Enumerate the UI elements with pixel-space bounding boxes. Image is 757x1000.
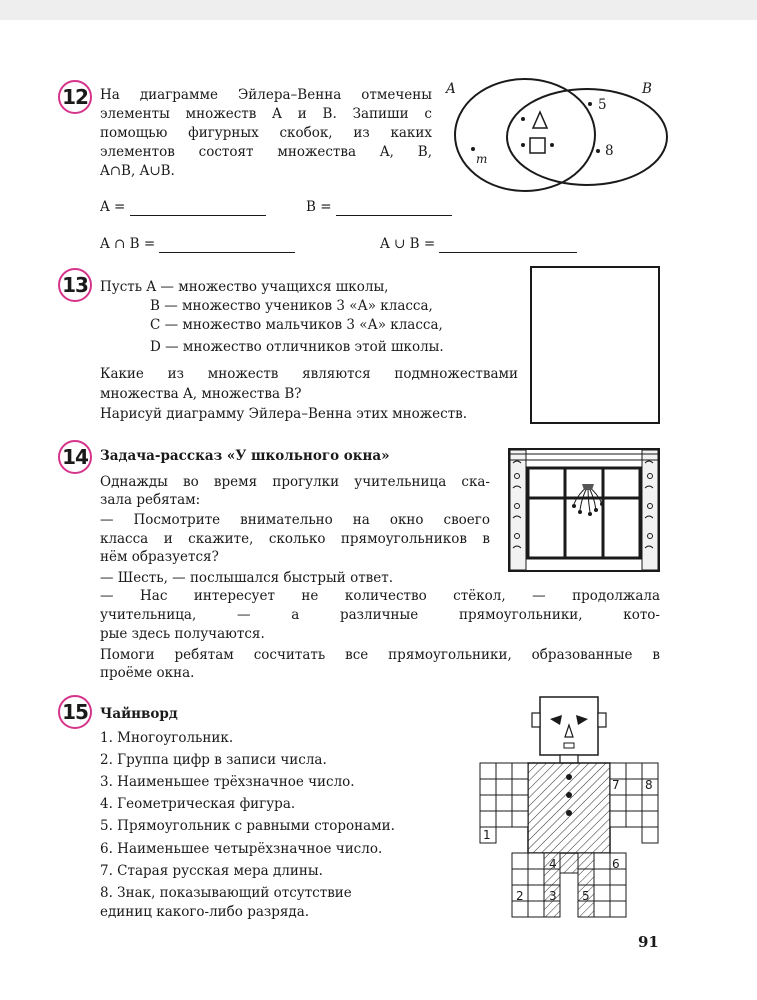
task-15-badge: 15: [58, 695, 92, 729]
task-12-badge: 12: [58, 80, 92, 114]
task-12-line-3: помощью фигурных скобок, из каких: [100, 125, 432, 141]
task-15-title: Чайнворд: [100, 706, 178, 722]
task-14-line-2: зала ребятам:: [100, 492, 201, 508]
square-element: [530, 138, 545, 153]
task-14-line-7: — Нас интересует не количество стёкол, — продолжала: [100, 588, 660, 604]
set-b-circle: [507, 89, 667, 185]
triangle-element: [533, 112, 547, 128]
task-13-badge: 13: [58, 268, 92, 302]
chainword-item-3: 3. Наименьшее трёхзначное число.: [100, 774, 355, 790]
venn-elem-m: m: [476, 152, 488, 166]
chainword-item-2: 2. Группа цифр в записи числа.: [100, 752, 327, 768]
task-14-line-10: Помоги ребятам сосчитать все прямоугольники, образованные в: [100, 647, 660, 663]
chainword-item-1: 1. Многоугольник.: [100, 730, 234, 746]
answer-a-blank[interactable]: [130, 201, 266, 216]
chainword-item-8: 8. Знак, показывающий отсутствие: [100, 885, 352, 901]
venn-label-b: B: [642, 81, 652, 97]
chainword-item-4: 4. Геометрическая фигура.: [100, 796, 296, 812]
venn-elem-5: 5: [598, 97, 607, 113]
chainword-item-5: 5. Прямоугольник с равными сторонами.: [100, 818, 395, 834]
task-12-line-2: элементы множеств A и B. Запиши с: [100, 106, 432, 122]
task-13-line-4: D — множество отличников этой школы.: [150, 339, 444, 355]
top-bar: [0, 0, 757, 20]
chainword-robot-grid: [470, 695, 670, 930]
task-13-question-3: Нарисуй диаграмму Эйлера–Венна этих множеств.: [100, 406, 468, 422]
task-12-line-4: элементов состоят множества A, B,: [100, 144, 432, 160]
grid-number-6: 6: [612, 857, 620, 871]
task-14-badge: 14: [58, 440, 92, 474]
venn-label-a: A: [446, 81, 456, 97]
grid-number-2: 2: [516, 889, 524, 903]
answer-union: A ∪ B =: [380, 235, 577, 253]
answer-intersection-blank[interactable]: [159, 238, 295, 253]
grid-number-3: 3: [549, 889, 557, 903]
task-13-line-1: Пусть A — множество учащихся школы,: [100, 279, 389, 295]
grid-number-8: 8: [645, 778, 653, 792]
chainword-item-6: 6. Наименьшее четырёхзначное число.: [100, 841, 383, 857]
venn-diagram: [440, 75, 670, 200]
task-14-line-1: Однажды во время прогулки учительница ска-: [100, 474, 490, 490]
answer-union-blank[interactable]: [439, 238, 577, 253]
grid-number-5: 5: [582, 889, 590, 903]
grid-number-1: 1: [483, 828, 491, 842]
answer-intersection: A ∩ B =: [100, 235, 295, 253]
drawing-box[interactable]: [530, 266, 660, 424]
task-12-line-5: A∩B, A∪B.: [100, 163, 175, 179]
window-illustration: [508, 448, 660, 572]
task-14-line-11: проёме окна.: [100, 665, 195, 681]
task-12-line-1: На диаграмме Эйлера–Венна отмечены: [100, 87, 432, 103]
task-14-line-8: учительница, — а различные прямоугольники, кото-: [100, 607, 660, 623]
task-13-line-3: C — множество мальчиков 3 «А» класса,: [150, 317, 443, 333]
grid-number-4: 4: [549, 857, 557, 871]
task-14-line-9: рые здесь получаются.: [100, 626, 265, 642]
task-13-question-1: Какие из множеств являются подмножествами: [100, 366, 518, 382]
answer-a: A =: [100, 198, 266, 216]
grid-number-7: 7: [612, 778, 620, 792]
chainword-item-7: 7. Старая русская мера длины.: [100, 863, 323, 879]
answer-b-blank[interactable]: [336, 201, 452, 216]
venn-elem-8: 8: [605, 143, 614, 159]
task-14-line-4: класса и скажите, сколько прямоугольников в: [100, 531, 490, 547]
task-14-line-5: нём образуется?: [100, 549, 219, 565]
page-number: 91: [638, 933, 659, 951]
task-14-line-6: — Шесть, — послышался быстрый ответ.: [100, 570, 394, 586]
task-14-line-3: — Посмотрите внимательно на окно своего: [100, 512, 490, 528]
task-13-question-2: множества A, множества B?: [100, 386, 302, 402]
chainword-item-8-cont: единиц какого-либо разряда.: [100, 904, 310, 920]
task-14-title: Задача-рассказ «У школьного окна»: [100, 448, 390, 464]
answer-b: B =: [306, 198, 452, 216]
task-13-line-2: B — множество учеников 3 «А» класса,: [150, 298, 433, 314]
set-a-circle: [455, 79, 595, 191]
